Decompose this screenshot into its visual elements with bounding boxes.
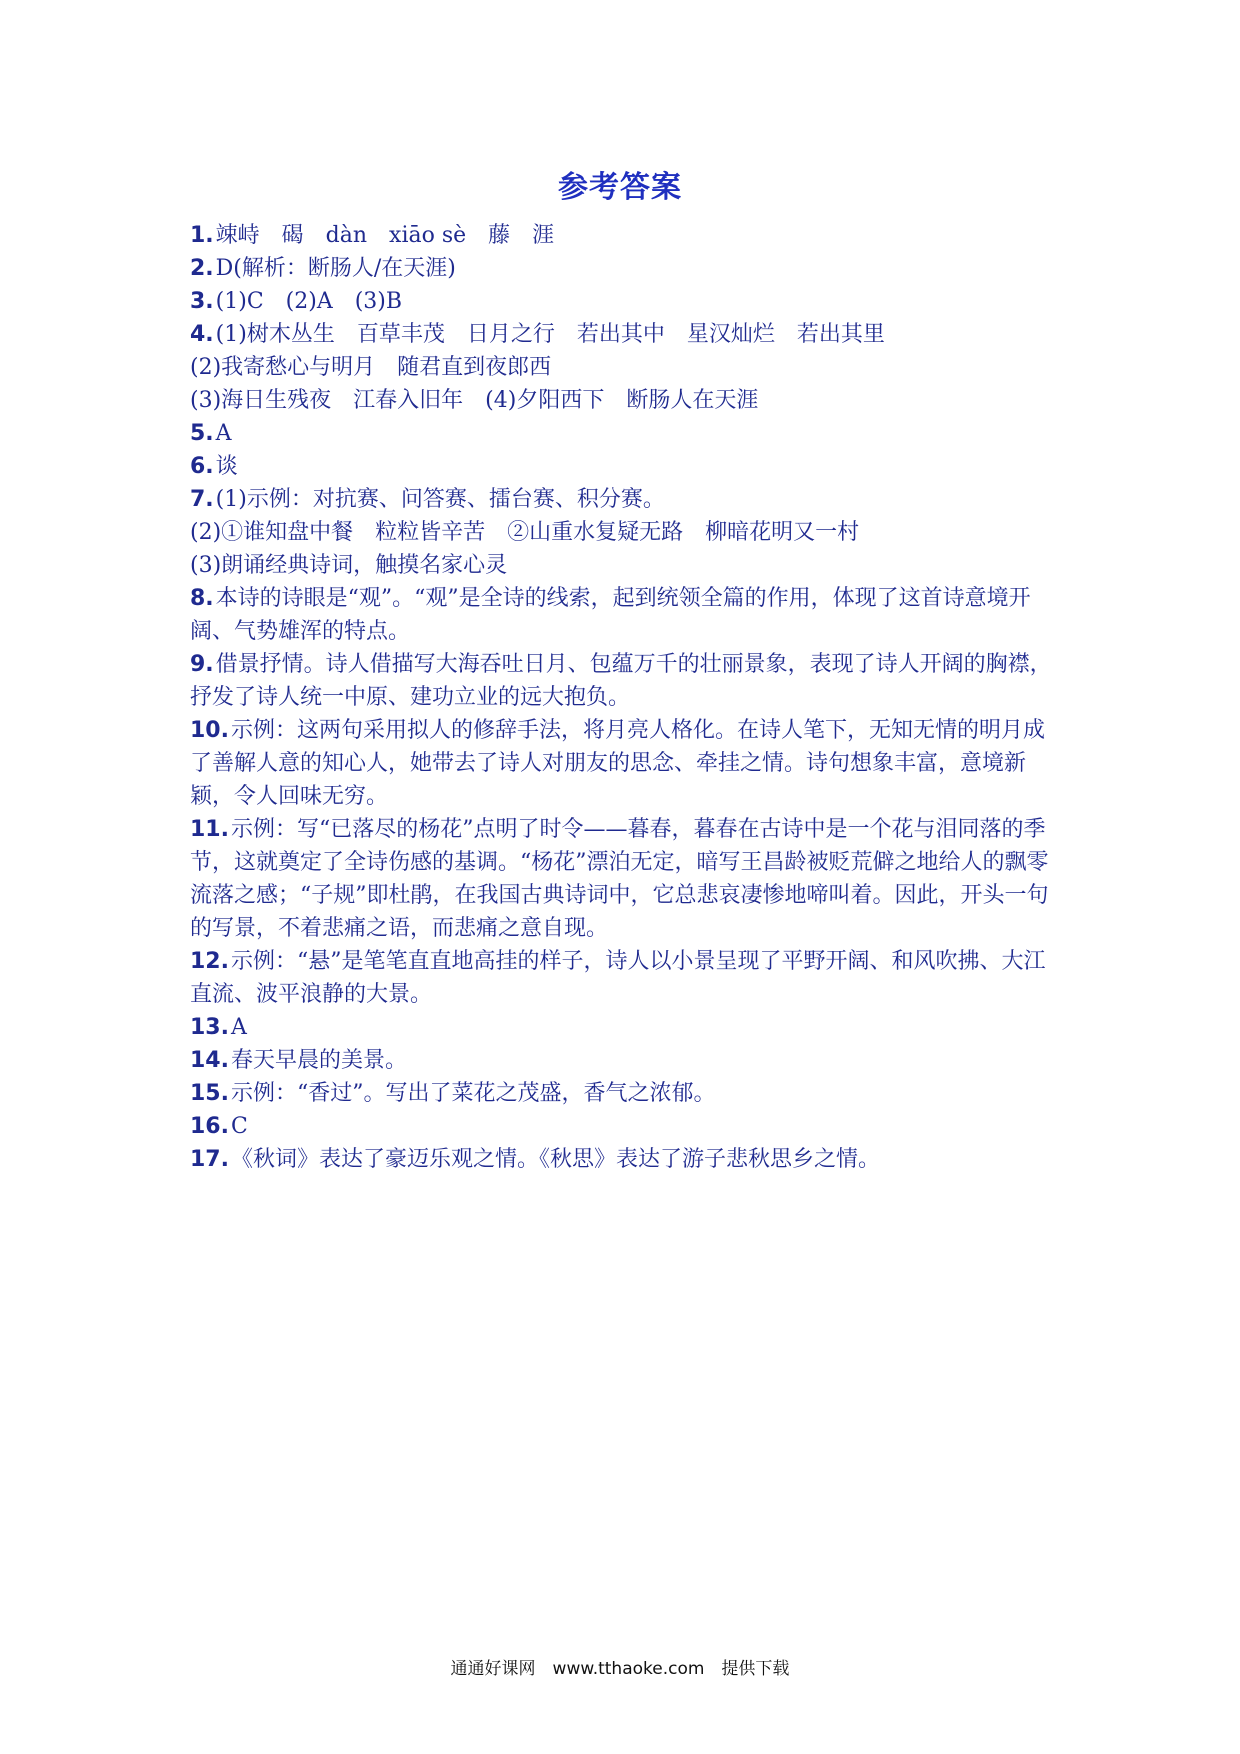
answer-item: [190, 483, 1060, 516]
answer-number: 6.: [190, 454, 214, 479]
answer-text: A: [230, 1015, 247, 1040]
answer-text: 示例：写“已落尽的杨花”点明了时令——暮春，暮春在古诗中是一个花与泪同落的季节，这就奠定了全诗伤感的基调。“杨花”漂泊无定，暗写王昌龄被贬荒僻之地给人的飘零流落之感；“子规”即杜鹃，在我国古典诗词中，它总悲哀凄惨地啼叫着。因此，开头一句的写景，不着悲痛之语，而悲痛之意自现。: [190, 817, 1049, 941]
answer-number: 3.: [190, 289, 214, 314]
answer-number: 10.: [190, 718, 229, 743]
answer-text: 本诗的诗眼是“观”。“观”是全诗的线索，起到统领全篇的作用，体现了这首诗意境开阔、气势雄浑的特点。: [190, 586, 1031, 644]
answer-number: 1.: [190, 223, 214, 248]
answer-item: [190, 648, 1060, 714]
answer-text: (1)C (2)A (3)B: [215, 289, 403, 314]
answer-item: [190, 1143, 1060, 1176]
answer-text: (3)海日生残夜 江春入旧年 (4)夕阳西下 断肠人在天涯: [190, 388, 759, 413]
answer-item: [190, 318, 1060, 351]
answer-text: (1)示例：对抗赛、问答赛、擂台赛、积分赛。: [215, 487, 665, 512]
answer-item: [190, 417, 1060, 450]
answer-text: 《秋词》表达了豪迈乐观之情。《秋思》表达了游子悲秋思乡之情。: [230, 1147, 880, 1172]
answer-text: (3)朗诵经典诗词，触摸名家心灵: [190, 553, 508, 578]
answer-number: 13.: [190, 1015, 229, 1040]
answer-text: 借景抒情。诗人借描写大海吞吐日月、包蕴万千的壮丽景象，表现了诗人开阔的胸襟，抒发了诗人统一中原、建功立业的远大抱负。: [190, 652, 1052, 710]
answer-text: 竦峙 碣 dàn xiāo sè 藤 涯: [215, 223, 555, 248]
answer-text: D(解析：断肠人/在天涯): [215, 256, 456, 281]
page-footer: 通通好课网 www.tthaoke.com 提供下载: [450, 1659, 790, 1679]
answer-number: 16.: [190, 1114, 229, 1139]
answer-subitem: [190, 384, 1060, 417]
answer-item: [190, 813, 1060, 945]
answer-text: (1)树木丛生 百草丰茂 日月之行 若出其中 星汉灿烂 若出其里: [215, 322, 885, 347]
answer-text: 谈: [215, 454, 238, 479]
answer-item: [190, 252, 1060, 285]
answer-number: 17.: [190, 1147, 229, 1172]
answer-number: 11.: [190, 817, 229, 842]
answer-text: (2)①谁知盘中餐 粒粒皆辛苦 ②山重水复疑无路 柳暗花明又一村: [190, 520, 860, 545]
answer-item: [190, 1077, 1060, 1110]
answer-text: (2)我寄愁心与明月 随君直到夜郎西: [190, 355, 552, 380]
answer-item: [190, 1011, 1060, 1044]
answer-item: [190, 450, 1060, 483]
answer-number: 8.: [190, 586, 214, 611]
answer-number: 14.: [190, 1048, 229, 1073]
answer-number: 2.: [190, 256, 214, 281]
answer-number: 9.: [190, 652, 214, 677]
answer-text: 示例：这两句采用拟人的修辞手法，将月亮人格化。在诗人笔下，无知无情的明月成了善解人意的知心人，她带去了诗人对朋友的思念、牵挂之情。诗句想象丰富，意境新颖，令人回味无穷。: [190, 718, 1045, 809]
answer-text: 示例：“香过”。写出了菜花之茂盛，香气之浓郁。: [230, 1081, 716, 1106]
answer-text: A: [215, 421, 232, 446]
answer-subitem: [190, 549, 1060, 582]
answer-item: [190, 714, 1060, 813]
answer-item: [190, 1110, 1060, 1143]
answer-number: 4.: [190, 322, 214, 347]
answer-number: 12.: [190, 949, 229, 974]
answer-subitem: [190, 351, 1060, 384]
answer-number: 5.: [190, 421, 214, 446]
page-title: 参考答案: [558, 170, 682, 205]
answer-item: [190, 945, 1060, 1011]
answer-item: [190, 1044, 1060, 1077]
answer-text: 春天早晨的美景。: [230, 1048, 407, 1073]
answer-item: [190, 219, 1060, 252]
answer-subitem: [190, 516, 1060, 549]
answer-text: C: [230, 1114, 248, 1139]
answer-number: 15.: [190, 1081, 229, 1106]
answer-text: 示例：“悬”是笔笔直直地高挂的样子，诗人以小景呈现了平野开阔、和风吹拂、大江直流、波平浪静的大景。: [190, 949, 1046, 1007]
answer-item: [190, 285, 1060, 318]
answer-item: [190, 582, 1060, 648]
answer-list: [190, 219, 1060, 1176]
answer-number: 7.: [190, 487, 214, 512]
